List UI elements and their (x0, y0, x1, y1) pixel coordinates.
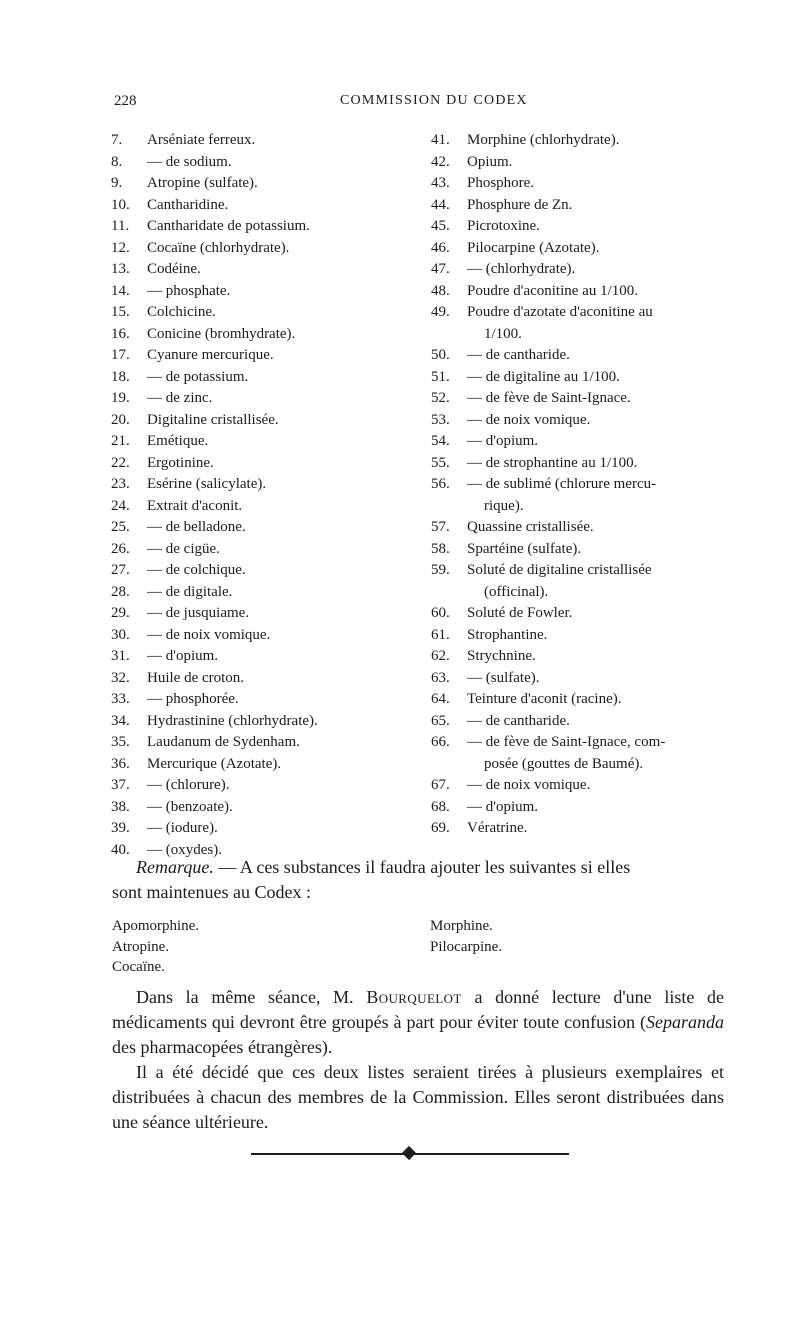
author-name: Bourquelot (366, 987, 462, 1007)
item-number: 45. (431, 218, 450, 234)
list-item (431, 754, 731, 776)
item-number: 53. (431, 411, 450, 428)
item-text: — d'opium. (467, 433, 539, 449)
item-text: — de zinc. (147, 390, 213, 406)
end-ornament (251, 1147, 569, 1161)
additional-item: Pilocarpine. (430, 938, 503, 955)
separanda-term: Separanda (646, 1012, 724, 1032)
additional-item: Apomorphine. (112, 918, 200, 934)
item-text: — (benzoate). (147, 798, 233, 815)
list-item (111, 711, 411, 733)
item-number: 20. (111, 411, 130, 428)
list-item (111, 431, 411, 453)
item-number: 36. (111, 755, 130, 772)
item-number: 17. (111, 347, 130, 363)
item-text: — de digitaline au 1/100. (467, 368, 620, 385)
item-text: — de jusquiame. (147, 605, 250, 621)
item-number: 60. (431, 605, 450, 621)
list-item (111, 474, 411, 496)
item-text: — d'opium. (147, 648, 219, 664)
item-number: 19. (111, 390, 130, 406)
item-number: 7. (111, 132, 123, 148)
list-item (431, 431, 731, 453)
item-number: 52. (431, 390, 450, 406)
list-item (111, 732, 411, 754)
list-item (111, 238, 411, 260)
item-text: — de digitale. (147, 583, 233, 600)
list-item (431, 410, 731, 432)
item-text: — phosphate. (147, 282, 231, 299)
item-number: 66. (431, 734, 450, 750)
item-number: 18. (111, 368, 130, 385)
item-number: 69. (431, 820, 450, 836)
item-text: — (chlorure). (147, 777, 230, 793)
item-text: Conicine (bromhydrate). (147, 325, 296, 342)
remark-lead: Remarque. (136, 857, 214, 877)
item-number: 49. (431, 304, 450, 320)
item-number: 12. (111, 239, 130, 256)
item-text: Huile de croton. (147, 669, 245, 686)
list-item (111, 754, 411, 776)
item-number: 10. (111, 196, 130, 213)
additional-item: Morphine. (430, 918, 493, 934)
list-item (111, 539, 411, 561)
item-number: 67. (431, 777, 450, 793)
list-item (111, 560, 411, 582)
list-item (111, 818, 411, 840)
item-text: Soluté de Fowler. (467, 605, 573, 621)
page-number: 228 (114, 93, 137, 109)
item-number: 30. (111, 626, 130, 643)
list-item (111, 259, 411, 281)
item-text: Morphine (chlorhydrate). (467, 132, 620, 148)
item-text: Extrait d'aconit. (147, 497, 243, 514)
item-number: 13. (111, 261, 130, 277)
item-number: 62. (431, 648, 450, 664)
item-text: — d'opium. (467, 798, 539, 815)
list-item (431, 517, 731, 539)
list-item (111, 689, 411, 711)
item-text: — (oxydes). (147, 841, 222, 858)
list-item (431, 775, 731, 797)
item-number: 64. (431, 691, 450, 707)
additional-item: Cocaïne. (112, 959, 165, 975)
item-number: 24. (111, 497, 130, 514)
substance-list-right (431, 130, 731, 840)
item-number: 32. (111, 669, 130, 686)
item-text: Cocaïne (chlorhydrate). (147, 239, 290, 256)
additional-list-left (112, 916, 199, 978)
list-item (431, 560, 731, 582)
diamond-icon (402, 1146, 416, 1160)
list-item (111, 281, 411, 303)
item-text: Phosphure de Zn. (467, 196, 573, 213)
body-paragraphs (112, 985, 724, 1135)
item-text: Hydrastinine (chlorhydrate). (147, 712, 318, 729)
item-number: 37. (111, 777, 130, 793)
item-text: Laudanum de Sydenham. (147, 734, 300, 750)
item-number: 58. (431, 540, 450, 557)
list-item (111, 517, 411, 539)
item-text: Spartéine (sulfate). (467, 540, 582, 557)
item-text: Ergotinine. (147, 454, 214, 471)
list-item (431, 582, 731, 604)
list-item (111, 453, 411, 475)
item-text: — phosphorée. (147, 691, 239, 707)
item-text: — de noix vomique. (467, 777, 591, 793)
additional-item: Atropine. (112, 938, 170, 955)
list-item (111, 603, 411, 625)
item-text: — de cantharide. (467, 347, 570, 363)
item-number: 51. (431, 368, 450, 385)
item-number: 46. (431, 239, 450, 256)
item-text: Strophantine. (467, 626, 548, 643)
list-item (111, 668, 411, 690)
list-item (431, 689, 731, 711)
item-text: — de sodium. (147, 153, 232, 170)
item-number: 9. (111, 175, 123, 191)
item-text: — de colchique. (147, 562, 246, 578)
item-number: 54. (431, 433, 450, 449)
item-text: — de noix vomique. (147, 626, 271, 643)
item-text: Pilocarpine (Azotate). (467, 239, 600, 256)
item-number: 8. (111, 153, 123, 170)
list-item (431, 130, 731, 152)
paragraph-separanda: Dans la même séance, M. Bourquelot a donné lecture d'une liste de médicaments qui devront être groupés à part pour éviter toute confusion (Separanda des pharmacopées étrangères). (112, 987, 724, 1057)
item-text: Quassine cristallisée. (467, 519, 594, 535)
list-item (431, 302, 731, 324)
item-number: 33. (111, 691, 130, 707)
item-number: 65. (431, 712, 450, 729)
item-number: 50. (431, 347, 450, 363)
item-number: 35. (111, 734, 130, 750)
item-text: Poudre d'aconitine au 1/100. (467, 282, 638, 299)
remark-line-1: — A ces substances il faudra ajouter les suivantes si elles (213, 857, 631, 877)
list-item (111, 582, 411, 604)
item-text: Atropine (sulfate). (147, 175, 258, 191)
item-text: Cantharidate de potassium. (147, 218, 310, 234)
list-item (111, 797, 411, 819)
item-text: Phosphore. (467, 175, 535, 191)
item-text: Opium. (467, 153, 513, 170)
list-item (431, 195, 731, 217)
list-item (431, 646, 731, 668)
list-item (111, 388, 411, 410)
list-item (111, 367, 411, 389)
item-text: posée (gouttes de Baumé). (484, 755, 644, 772)
item-text: 1/100. (484, 325, 522, 342)
item-number: 40. (111, 841, 130, 858)
item-text: Codéine. (147, 261, 201, 277)
item-number: 43. (431, 175, 450, 191)
list-item (431, 474, 731, 496)
list-item (111, 410, 411, 432)
remark-line-2: sont maintenues au Codex : (112, 882, 311, 902)
list-item (111, 195, 411, 217)
item-text: Arséniate ferreux. (147, 132, 256, 148)
list-item (431, 732, 731, 754)
item-text: Mercurique (Azotate). (147, 755, 282, 772)
list-item (431, 797, 731, 819)
item-text: (officinal). (484, 583, 549, 600)
list-item (111, 775, 411, 797)
paragraph-distribution: Il a été décidé que ces deux listes seraient tirées à plusieurs exemplaires et distribuées à chacun des membres de la Commission. Elles seront distribuées dans une séance ultérieure. (112, 1062, 724, 1132)
list-item (111, 130, 411, 152)
list-item (431, 173, 731, 195)
list-item (111, 496, 411, 518)
item-number: 16. (111, 325, 130, 342)
item-number: 15. (111, 304, 130, 320)
list-item (431, 281, 731, 303)
item-number: 29. (111, 605, 130, 621)
item-text: Emétique. (147, 433, 209, 449)
remark-block (112, 855, 724, 905)
list-item (111, 345, 411, 367)
item-number: 61. (431, 626, 450, 643)
item-text: Esérine (salicylate). (147, 476, 267, 492)
item-number: 39. (111, 820, 130, 836)
item-text: Picrotoxine. (467, 218, 540, 234)
running-head: COMMISSION DU CODEX (340, 93, 528, 108)
item-text: — de potassium. (147, 368, 249, 385)
item-number: 27. (111, 562, 130, 578)
item-number: 38. (111, 798, 130, 815)
item-number: 22. (111, 454, 130, 471)
item-number: 44. (431, 196, 450, 213)
list-item (111, 152, 411, 174)
list-item (431, 625, 731, 647)
list-item (111, 173, 411, 195)
item-number: 41. (431, 132, 450, 148)
list-item (431, 259, 731, 281)
item-number: 56. (431, 476, 450, 492)
item-number: 68. (431, 798, 450, 815)
list-item (111, 302, 411, 324)
list-item (431, 496, 731, 518)
item-number: 25. (111, 519, 130, 535)
item-number: 31. (111, 648, 130, 664)
item-text: — (iodure). (147, 820, 218, 836)
item-text: — de cantharide. (467, 712, 570, 729)
item-text: Vératrine. (467, 820, 528, 836)
item-number: 42. (431, 153, 450, 170)
list-item (431, 238, 731, 260)
list-item (431, 152, 731, 174)
item-text: — de sublimé (chlorure mercu- (467, 476, 657, 492)
list-item (111, 216, 411, 238)
substance-list-left (111, 130, 411, 861)
item-text: — de belladone. (147, 519, 246, 535)
item-text: Digitaline cristallisée. (147, 411, 279, 428)
item-text: — de noix vomique. (467, 411, 591, 428)
item-text: — de fève de Saint-Ignace, com- (467, 734, 666, 750)
item-number: 14. (111, 282, 130, 299)
item-text: — de cigüe. (147, 540, 220, 557)
item-number: 11. (111, 218, 130, 234)
item-text: Cantharidine. (147, 196, 229, 213)
list-item (431, 711, 731, 733)
list-item (431, 216, 731, 238)
item-number: 23. (111, 476, 130, 492)
item-text: Soluté de digitaline cristallisée (467, 562, 652, 578)
list-item (431, 818, 731, 840)
item-number: 21. (111, 433, 130, 449)
item-text: — de fève de Saint-Ignace. (467, 390, 631, 406)
item-text: — (chlorhydrate). (467, 261, 576, 277)
list-item (431, 668, 731, 690)
list-item (431, 324, 731, 346)
list-item (431, 453, 731, 475)
list-item (431, 345, 731, 367)
list-item (431, 539, 731, 561)
item-text: Teinture d'aconit (racine). (467, 691, 622, 707)
item-number: 34. (111, 712, 130, 729)
item-text: Poudre d'azotate d'aconitine au (467, 304, 653, 320)
additional-list-right (430, 916, 502, 957)
item-number: 63. (431, 669, 450, 686)
item-number: 48. (431, 282, 450, 299)
item-number: 28. (111, 583, 130, 600)
item-number: 55. (431, 454, 450, 471)
item-number: 59. (431, 562, 450, 578)
list-item (111, 324, 411, 346)
item-text: Colchicine. (147, 304, 216, 320)
list-item (111, 646, 411, 668)
list-item (431, 388, 731, 410)
item-number: 57. (431, 519, 450, 535)
item-text: Cyanure mercurique. (147, 347, 274, 363)
item-number: 26. (111, 540, 130, 557)
item-text: — (sulfate). (467, 669, 540, 686)
list-item (431, 603, 731, 625)
item-text: rique). (484, 497, 524, 514)
item-text: — de strophantine au 1/100. (467, 454, 638, 471)
list-item (431, 367, 731, 389)
list-item (111, 625, 411, 647)
item-number: 47. (431, 261, 450, 277)
item-text: Strychnine. (467, 648, 536, 664)
